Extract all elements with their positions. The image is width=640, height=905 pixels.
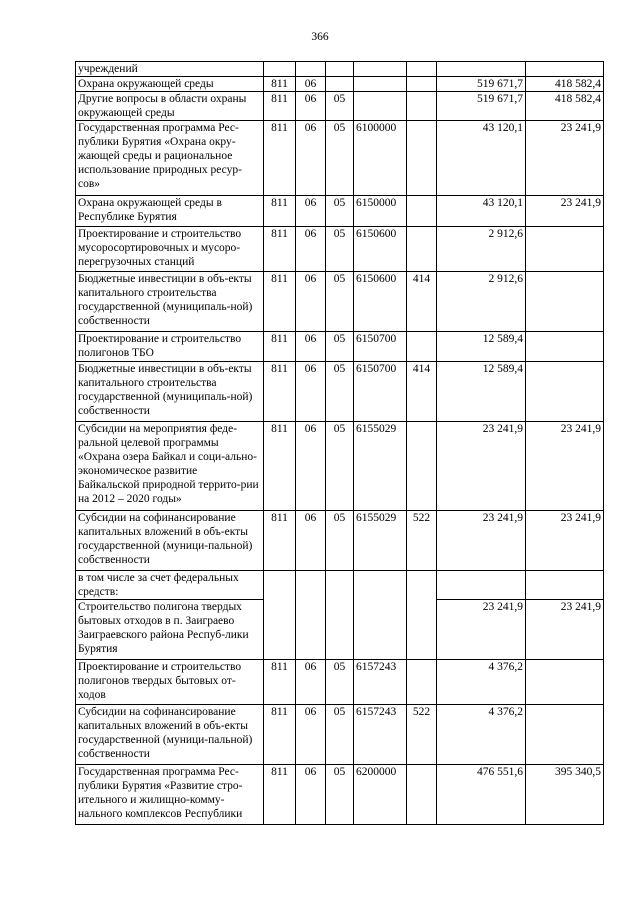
sum-fact [526, 660, 604, 705]
ved-code: 811 [264, 660, 296, 705]
row-name: Охрана окружающей среды в Республике Бурятия [76, 196, 264, 227]
page-number: 366 [311, 31, 329, 43]
rz-code: 06 [296, 511, 326, 571]
vr-code [407, 660, 437, 705]
table-row [76, 705, 604, 765]
row-name: Охрана окружающей среды [76, 77, 264, 92]
ved-code: 811 [264, 422, 296, 511]
ved-code: 811 [264, 77, 296, 92]
ved-code: 811 [264, 511, 296, 571]
ved-code: 811 [264, 121, 296, 196]
table-row [76, 422, 604, 511]
row-name: Проектирование и строительство полигонов ТБО [76, 332, 264, 362]
cs-code: 6150000 [354, 196, 407, 227]
vr-code: 522 [407, 511, 437, 571]
ved-code [264, 600, 296, 660]
cs-code: 6100000 [354, 121, 407, 196]
row-name: Проектирование и строительство мусоросортировочных и мусоро-перегрузочных станций [76, 227, 264, 272]
rz-code: 06 [296, 121, 326, 196]
rz-code: 06 [296, 272, 326, 332]
sum-plan: 23 241,9 [437, 422, 526, 511]
vr-code [407, 196, 437, 227]
sum-plan: 23 241,9 [437, 600, 526, 660]
pr-code [326, 571, 354, 600]
row-name: Государственная программа Рес-публики Бурятия «Охрана окру-жающей среды и рациональное использование природных ресур-сов» [76, 121, 264, 196]
table-row [76, 600, 604, 660]
table-row [76, 332, 604, 362]
rz-code: 06 [296, 705, 326, 765]
row-name: Субсидии на мероприятия феде-ральной целевой программы «Охрана озера Байкал и соци-ально-экономическое развитие Байкальской природной террито-рии на 2012 – 2020 годы» [76, 422, 264, 511]
sum-fact: 23 241,9 [526, 600, 604, 660]
table-row [76, 571, 604, 600]
vr-code [407, 765, 437, 825]
row-name: Строительство полигона твердых бытовых отходов в п. Заиграево Заиграевского района Респуб-лики Бурятия [76, 600, 264, 660]
sum-fact: 395 340,5 [526, 765, 604, 825]
vr-code [407, 92, 437, 121]
vr-code [407, 77, 437, 92]
sum-plan: 12 589,4 [437, 332, 526, 362]
ved-code [264, 62, 296, 77]
ved-code [264, 571, 296, 600]
pr-code: 05 [326, 332, 354, 362]
sum-plan: 23 241,9 [437, 511, 526, 571]
table-row [76, 92, 604, 121]
cs-code [354, 92, 407, 121]
pr-code [326, 600, 354, 660]
sum-plan: 43 120,1 [437, 121, 526, 196]
pr-code: 05 [326, 362, 354, 422]
sum-plan [437, 62, 526, 77]
rz-code: 06 [296, 362, 326, 422]
table-row [76, 272, 604, 332]
ved-code: 811 [264, 196, 296, 227]
sum-fact: 418 582,4 [526, 92, 604, 121]
sum-plan: 2 912,6 [437, 227, 526, 272]
rz-code [296, 600, 326, 660]
row-name: Другие вопросы в области охраны окружающей среды [76, 92, 264, 121]
sum-fact [526, 227, 604, 272]
sum-plan [437, 571, 526, 600]
rz-code: 06 [296, 422, 326, 511]
table-row [76, 62, 604, 77]
table-row [76, 511, 604, 571]
row-name: учреждений [76, 62, 264, 77]
pr-code: 05 [326, 196, 354, 227]
ved-code: 811 [264, 705, 296, 765]
sum-fact: 418 582,4 [526, 77, 604, 92]
vr-code [407, 121, 437, 196]
row-name: в том числе за счет федеральных средств: [76, 571, 264, 600]
ved-code: 811 [264, 765, 296, 825]
vr-code [407, 571, 437, 600]
ved-code: 811 [264, 227, 296, 272]
sum-fact: 23 241,9 [526, 422, 604, 511]
sum-plan: 4 376,2 [437, 705, 526, 765]
sum-plan: 2 912,6 [437, 272, 526, 332]
table-row [76, 660, 604, 705]
ved-code: 811 [264, 92, 296, 121]
cs-code: 6155029 [354, 422, 407, 511]
rz-code: 06 [296, 196, 326, 227]
cs-code: 6157243 [354, 705, 407, 765]
rz-code: 06 [296, 660, 326, 705]
vr-code [407, 600, 437, 660]
sum-fact [526, 272, 604, 332]
row-name: Субсидии на софинансирование капитальных вложений в объ-екты государственной (муници-пальной) собственности [76, 511, 264, 571]
row-name: Государственная программа Рес-публики Бурятия «Развитие стро-ительного и жилищно-комму-нального комплексов Республики [76, 765, 264, 825]
table-row [76, 121, 604, 196]
cs-code: 6150700 [354, 332, 407, 362]
pr-code: 05 [326, 705, 354, 765]
rz-code: 06 [296, 92, 326, 121]
cs-code: 6150700 [354, 362, 407, 422]
pr-code [326, 77, 354, 92]
sum-fact [526, 362, 604, 422]
sum-plan: 476 551,6 [437, 765, 526, 825]
sum-fact [526, 705, 604, 765]
sum-plan: 12 589,4 [437, 362, 526, 422]
pr-code [326, 62, 354, 77]
row-name: Субсидии на софинансирование капитальных вложений в объ-екты государственной (муници-пальной) собственности [76, 705, 264, 765]
cs-code: 6150600 [354, 272, 407, 332]
row-name: Бюджетные инвестиции в объ-екты капитального строительства государственной (муниципаль-ной) собственности [76, 272, 264, 332]
pr-code: 05 [326, 765, 354, 825]
pr-code: 05 [326, 272, 354, 332]
sum-fact: 23 241,9 [526, 121, 604, 196]
pr-code: 05 [326, 92, 354, 121]
sum-fact [526, 571, 604, 600]
cs-code: 6157243 [354, 660, 407, 705]
vr-code [407, 422, 437, 511]
cs-code: 6200000 [354, 765, 407, 825]
table-row [76, 362, 604, 422]
cs-code [354, 600, 407, 660]
sum-fact: 23 241,9 [526, 196, 604, 227]
vr-code: 414 [407, 362, 437, 422]
cs-code: 6150600 [354, 227, 407, 272]
table-row [76, 196, 604, 227]
cs-code [354, 571, 407, 600]
cs-code [354, 62, 407, 77]
budget-table [75, 61, 604, 825]
rz-code: 06 [296, 765, 326, 825]
cs-code: 6155029 [354, 511, 407, 571]
rz-code [296, 62, 326, 77]
pr-code: 05 [326, 660, 354, 705]
table-row [76, 77, 604, 92]
ved-code: 811 [264, 272, 296, 332]
vr-code: 414 [407, 272, 437, 332]
pr-code: 05 [326, 422, 354, 511]
sum-fact [526, 62, 604, 77]
sum-plan: 43 120,1 [437, 196, 526, 227]
sum-plan: 4 376,2 [437, 660, 526, 705]
pr-code: 05 [326, 227, 354, 272]
sum-plan: 519 671,7 [437, 92, 526, 121]
vr-code: 522 [407, 705, 437, 765]
row-name: Проектирование и строительство полигонов твердых бытовых от-ходов [76, 660, 264, 705]
sum-plan: 519 671,7 [437, 77, 526, 92]
table-row [76, 765, 604, 825]
vr-code [407, 62, 437, 77]
vr-code [407, 227, 437, 272]
row-name: Бюджетные инвестиции в объ-екты капитального строительства государственной (муниципаль-ной) собственности [76, 362, 264, 422]
rz-code [296, 571, 326, 600]
pr-code: 05 [326, 121, 354, 196]
cs-code [354, 77, 407, 92]
vr-code [407, 332, 437, 362]
ved-code: 811 [264, 332, 296, 362]
rz-code: 06 [296, 332, 326, 362]
sum-fact: 23 241,9 [526, 511, 604, 571]
table-row [76, 227, 604, 272]
ved-code: 811 [264, 362, 296, 422]
sum-fact [526, 332, 604, 362]
rz-code: 06 [296, 77, 326, 92]
pr-code: 05 [326, 511, 354, 571]
rz-code: 06 [296, 227, 326, 272]
